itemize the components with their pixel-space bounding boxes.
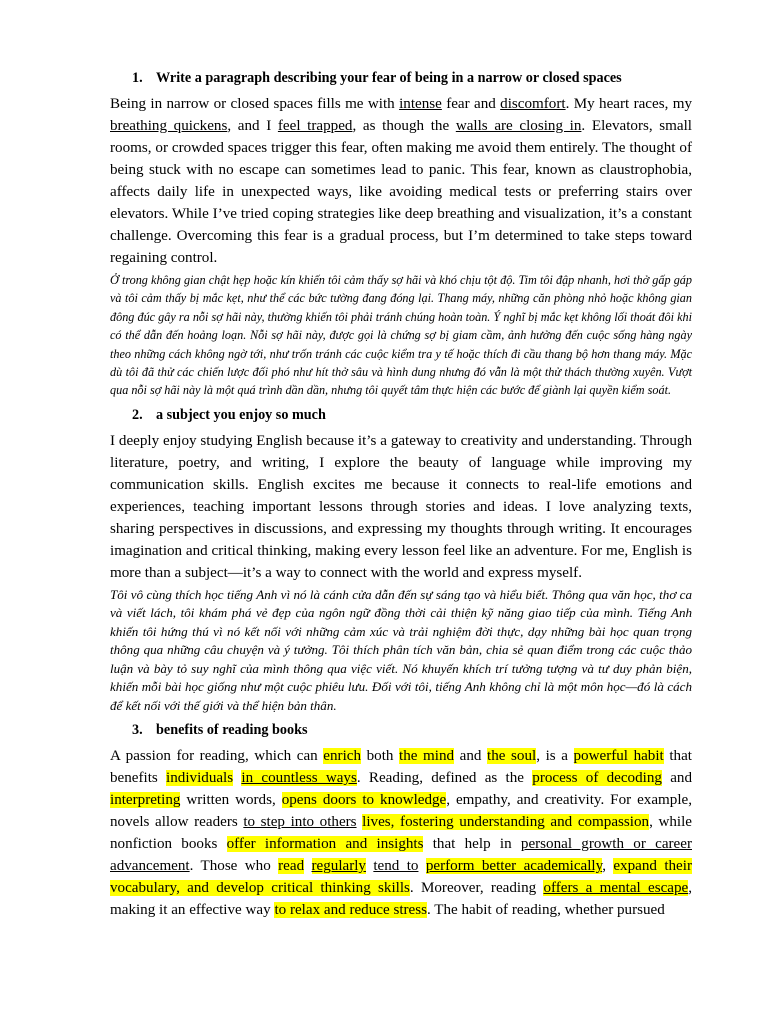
text-run: , empathy, and creativity. For example, novels allow readers — [110, 792, 692, 831]
text-run: both — [361, 748, 400, 765]
text-run: written words, — [180, 792, 282, 809]
english-paragraph-fear — [110, 93, 692, 269]
text-run: . Moreover, reading — [409, 880, 544, 897]
vietnamese-paragraph-fear: Ở trong không gian chật hẹp hoặc kín khiến tôi cảm thấy sợ hãi và khó chịu tột độ. Tim tôi đập nhanh, hơi thở gấp gáp và tôi cảm thấy bị mắc kẹt, như thể các bức tường đang đóng lại. Thang máy, những căn phòng nhỏ hoặc không gian đông đúc gây ra nỗi sợ hãi này, thường khiến tôi phải tránh chúng hoàn toàn. Ý nghĩ bị mắc kẹt không lối thoát đôi khi có thể dẫn đến hoảng loạn. Nỗi sợ hãi này, được gọi là chứng sợ bị giam cầm, ảnh hưởng đến cuộc sống hàng ngày theo những cách không ngờ tới, như trốn tránh các cuộc kiểm tra y tế hoặc thích đi cầu thang bộ hơn thang máy. Mặc dù tôi đã thử các chiến lược đối phó như hít thở sâu và hình dung nhưng đó vẫn là một thử thách thường xuyên. Vượt qua nỗi sợ hãi này là một quá trình dần dần, nhưng tôi quyết tâm thực hiện các bước để giành lại quyền kiểm soát. — [110, 273, 692, 398]
section-number: 1. — [132, 70, 143, 86]
highlighted-underlined-phrase: offers a mental escape — [543, 880, 689, 897]
section-number: 2. — [132, 406, 143, 423]
section-heading-subject — [110, 405, 692, 425]
text-run: that help in — [423, 836, 521, 853]
highlighted-phrase: the mind — [399, 748, 455, 765]
underlined-phrase: walls are closing in — [455, 118, 582, 134]
underlined-phrase: feel trapped — [277, 118, 353, 134]
text-run: , while nonfiction books — [110, 814, 693, 853]
text-run: . Elevators, small rooms, or crowded spaces trigger this fear, often making me avoid them entirely. The thought of being stuck with no escape can sometimes lead to panic. This fear, known as claustrophobia, affects daily life in unexpected ways, like avoiding medical tests or preferring stairs over elevators. While I’ve tried coping strategies like deep breathing and visualization, it’s a constant challenge. Overcoming this fear is a gradual process, but I’m determined to take steps toward regaining control. — [110, 118, 692, 266]
vietnamese-paragraph-subject: Tôi vô cùng thích học tiếng Anh vì nó là cánh cửa dẫn đến sự sáng tạo và hiểu biết. Thông qua văn học, thơ ca và viết lách, tôi khám phá vẻ đẹp của ngôn ngữ đồng thời cải thiện kỹ năng giao tiếp của mình. Tiếng Anh khiến tôi hứng thú vì nó kết nối với những cảm xúc và trải nghiệm đời thực, dạy những bài học quan trọng thông qua những câu chuyện và ý tưởng. Tôi thích phân tích văn bản, chia sẻ quan điểm trong các cuộc thảo luận và bày tỏ suy nghĩ của mình thông qua việc viết. Nó khuyến khích trí tưởng tượng và tư duy phản biện, khiến mỗi bài học giống như một cuộc phiêu lưu. Đối với tôi, tiếng Anh không chỉ là một môn học—đó là cách để kết nối với thế giới và thể hiện bản thân. — [110, 586, 692, 713]
text-run: . Those who — [189, 858, 279, 875]
text-run: Being in narrow or closed spaces fills me with — [110, 96, 400, 112]
english-paragraph-reading — [110, 745, 692, 921]
section-title: a subject you enjoy so much — [156, 406, 326, 423]
text-run: . My heart races, my — [565, 96, 692, 112]
section-heading-fear — [110, 68, 692, 88]
highlighted-phrase: to relax and reduce stress — [274, 902, 427, 919]
text-run: . Reading, defined as the — [356, 770, 533, 787]
underlined-phrase: personal growth or career advancement — [110, 836, 692, 875]
section-title: Write a paragraph describing your fear of being in a narrow or closed spaces — [156, 70, 622, 86]
text-run: that benefits — [110, 748, 692, 787]
text-run: and — [454, 748, 488, 765]
text-run: A passion for reading, which can — [110, 748, 324, 765]
text-run — [418, 858, 425, 874]
english-paragraph-subject — [110, 430, 692, 584]
highlighted-underlined-phrase: perform better academically — [425, 858, 603, 875]
highlighted-phrase: process of decoding — [532, 770, 662, 787]
section-number: 3. — [132, 722, 143, 739]
highlighted-phrase: interpreting — [110, 792, 181, 809]
section-title: benefits of reading books — [156, 722, 308, 739]
text-run: I deeply enjoy studying English because it’s a gateway to creativity and understanding. Through literature, poetry, and writing, I explore the beauty of language while improving my communication skills. English excites me because it connects to real-life emotions and experiences, teaching important lessons through stories and ideas. I love analyzing texts, sharing perspectives in discussions, and expressing my thoughts through writing. It encourages imagination and critical thinking, making every lesson feel like an adventure. For me, English is more than a subject—it’s a way to connect with the world and express myself. — [110, 432, 692, 581]
section-heading-reading — [110, 720, 692, 740]
highlighted-phrase: the soul — [487, 748, 537, 765]
underlined-phrase: intense — [399, 96, 442, 112]
text-run: and — [661, 770, 693, 787]
text-run: , making it an effective way — [110, 880, 692, 919]
text-run: . The habit of reading, whether pursued — [427, 902, 665, 919]
highlighted-phrase: read — [278, 858, 305, 875]
highlighted-phrase: enrich — [323, 748, 362, 765]
highlighted-phrase: individuals — [166, 770, 234, 787]
underlined-phrase: breathing quickens — [110, 118, 228, 134]
highlighted-phrase: lives, fostering understanding and compassion — [362, 814, 650, 831]
highlighted-phrase: expand their vocabulary, and develop critical thinking skills — [110, 858, 692, 897]
document-page — [110, 68, 692, 923]
highlighted-phrase: powerful habit — [573, 748, 664, 765]
text-run: fear and — [441, 96, 501, 112]
text-run: , as though the — [352, 118, 456, 134]
underlined-phrase: to step into others — [243, 814, 357, 831]
text-run: , and I — [227, 118, 278, 134]
underlined-phrase: discomfort — [500, 96, 566, 112]
highlighted-phrase: offer information and insights — [226, 836, 424, 853]
highlighted-underlined-phrase: regularly — [311, 858, 366, 875]
text-run: , is a — [536, 748, 574, 765]
highlighted-phrase: opens doors to knowledge — [281, 792, 447, 809]
highlighted-underlined-phrase: in countless ways — [241, 770, 357, 787]
text-run — [304, 858, 311, 874]
text-run: , — [602, 858, 614, 875]
underlined-phrase: tend to — [373, 858, 419, 875]
